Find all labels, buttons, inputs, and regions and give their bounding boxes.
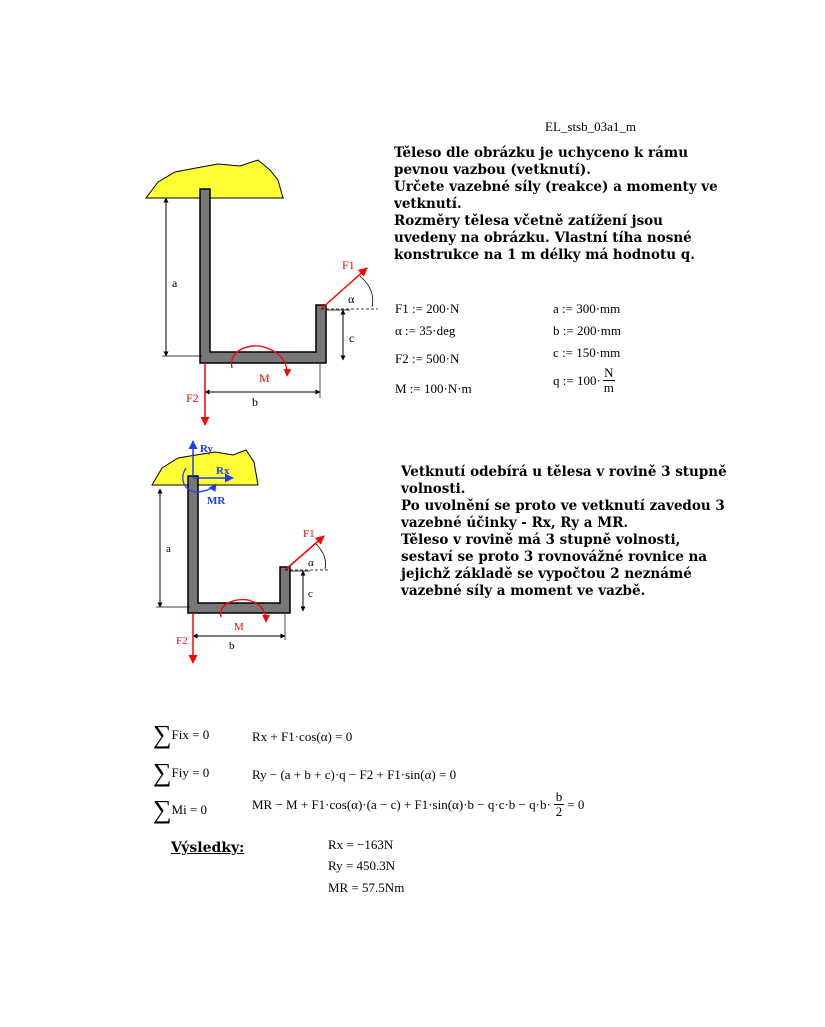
release-explanation: Vetknutí odebírá u tělesa v rovině 3 stupně volnosti. Po uvolnění se proto ve vetknutí zavedou 3 vazebné účinky - Rx, Ry a MR. Těleso v rovině má 3 stupně volnosti, sestaví se proto 3 rovnovážné rovnice na jejichž základě se vypočtou 2 neznámé vazebné síly a moment ve vazbě. (401, 464, 727, 599)
given-alpha: α := 35·deg (395, 323, 456, 338)
given-b: b := 200·mm (553, 323, 621, 338)
label-M: M (234, 621, 244, 633)
label-F2: F2 (176, 635, 188, 647)
equation-sum-m: MR − M + F1·cos(α)·(a − c) + F1·sin(α)·b − q·c·b − q·b· $\frac{b}{2}$ = 0 (252, 789, 585, 819)
label-a: a (172, 276, 178, 290)
label-alpha: α (348, 292, 355, 306)
figure-problem (140, 150, 390, 435)
label-Rx: Rx (216, 465, 230, 477)
result-mr: MR = 57.5Nm (328, 880, 405, 895)
result-rx: Rx = −163N (328, 837, 394, 852)
sum-symbol: ∑ (153, 720, 172, 749)
figure-released (140, 435, 390, 670)
given-a: a := 300·mm (553, 301, 621, 316)
sum-symbol: ∑ (153, 758, 172, 787)
results-title: Výsledky: (171, 840, 245, 856)
label-M: M (259, 371, 270, 385)
label-F1: F1 (303, 528, 315, 540)
equation-sum-fy-label: ∑ Fiy = 0 (153, 758, 210, 787)
equation-sum-fx-label: ∑ Fix = 0 (153, 720, 210, 749)
given-q: q := 100· N m (553, 365, 614, 395)
given-F2: F2 := 500·N (395, 351, 460, 366)
label-c: c (308, 588, 313, 600)
document-code: EL_stsb_03a1_m (545, 119, 636, 134)
given-c: c := 150·mm (553, 345, 621, 360)
label-Ry: Ry (200, 443, 214, 455)
given-M: M := 100·N·m (395, 381, 472, 396)
label-b: b (252, 395, 258, 409)
result-ry: Ry = 450.3N (328, 858, 396, 873)
label-MR: MR (207, 495, 226, 507)
ground-hatch (146, 160, 283, 198)
ground-hatch (152, 450, 258, 485)
sum-symbol: ∑ (153, 795, 172, 824)
label-a: a (166, 543, 171, 555)
given-F1: F1 := 200·N (395, 301, 460, 316)
label-F2: F2 (186, 391, 199, 405)
beam (200, 189, 326, 363)
label-alpha: α (308, 557, 314, 569)
task-description: Těleso dle obrázku je uchyceno k rámu pevnou vazbou (vetknutí). Určete vazebné síly (reakce) a momenty ve vetknutí. Rozměry tělesa včetně zatížení jsou uvedeny na obrázku. Vlastní tíha nosné konstrukce na 1 m délky má hodnotu q. (394, 145, 718, 263)
equation-sum-m-label: ∑ Mi = 0 (153, 795, 208, 824)
label-F1: F1 (342, 258, 355, 272)
equation-sum-fy: Ry − (a + b + c)·q − F2 + F1·sin(α) = 0 (252, 767, 457, 782)
label-b: b (229, 640, 235, 652)
beam (188, 476, 290, 613)
equation-sum-fx: Rx + F1·cos(α) = 0 (252, 729, 353, 744)
label-c: c (349, 331, 355, 345)
